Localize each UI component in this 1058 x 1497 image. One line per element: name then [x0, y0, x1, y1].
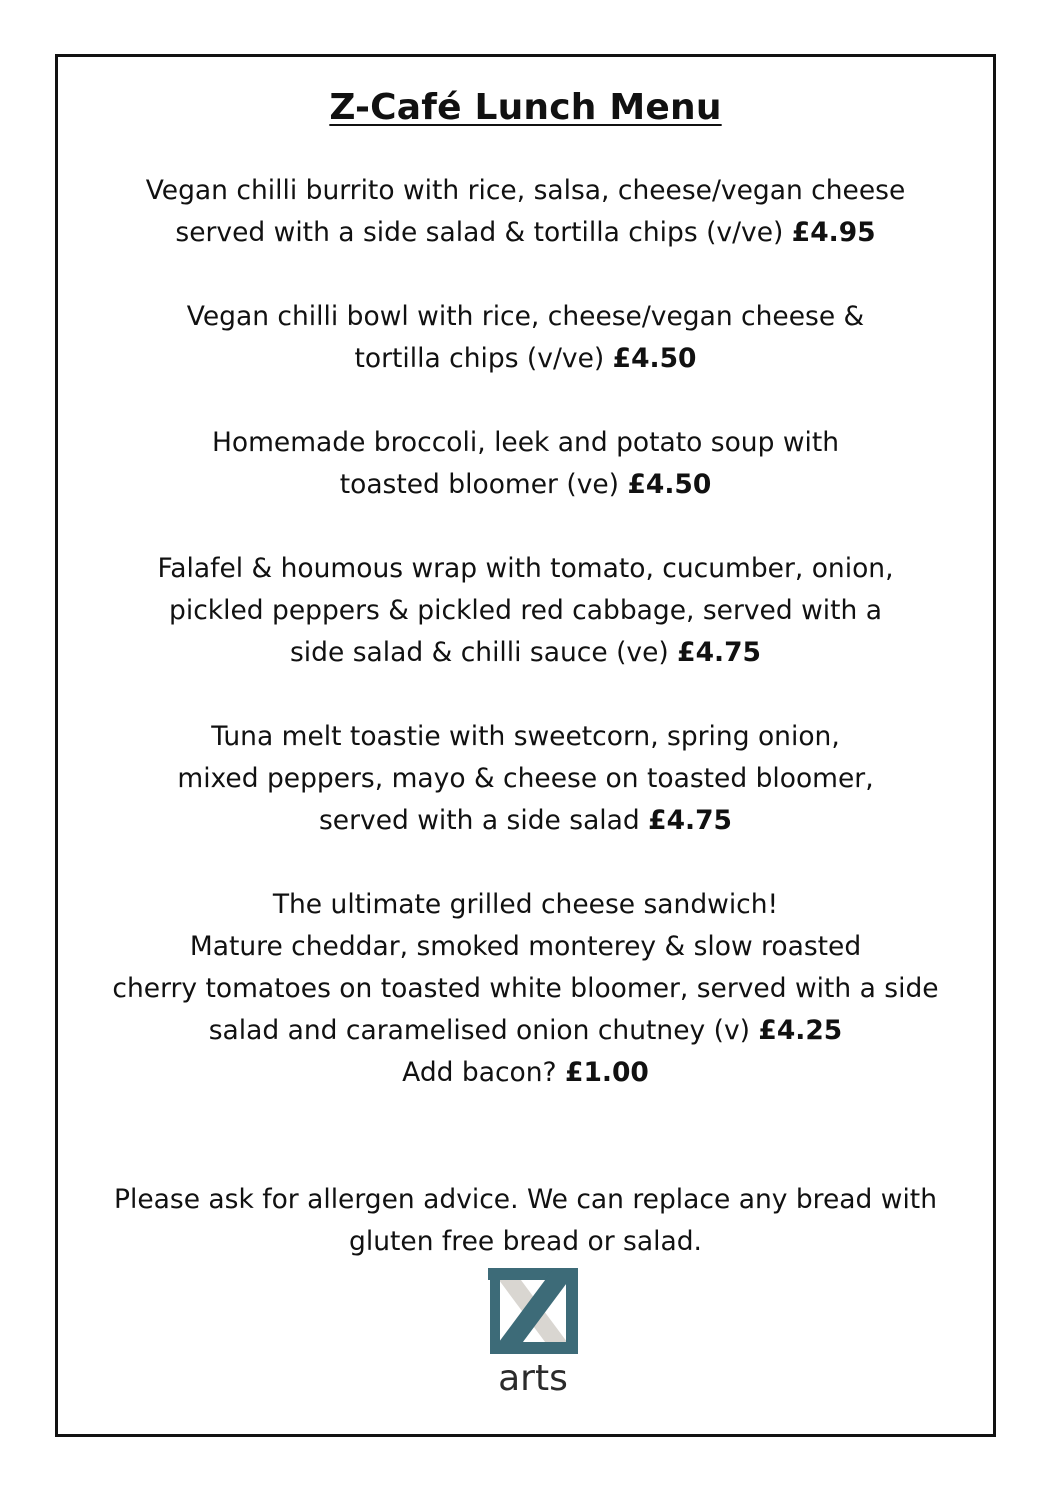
- item-line: The ultimate grilled cheese sandwich!: [272, 889, 779, 920]
- item-line: Vegan chilli burrito with rice, salsa, cheese/vegan cheese: [145, 175, 906, 206]
- allergen-line: Please ask for allergen advice. We can replace any bread with: [114, 1184, 937, 1215]
- logo-text: arts: [498, 1358, 568, 1397]
- item-line-with-price: [58, 338, 993, 380]
- item-line-with-price: [58, 212, 993, 254]
- menu-item-soup: [58, 422, 993, 506]
- item-line-with-price: [58, 464, 993, 506]
- menu-item-grilled-cheese: [58, 884, 993, 1094]
- menu-title: Z-Café Lunch Menu: [329, 87, 722, 128]
- item-price: £4.25: [758, 1015, 843, 1046]
- item-line: side salad & chilli sauce (ve): [290, 637, 678, 668]
- item-line: tortilla chips (v/ve): [354, 343, 613, 374]
- menu-item-tuna-melt: [58, 716, 993, 842]
- item-line: Falafel & houmous wrap with tomato, cucumber, onion,: [157, 553, 894, 584]
- menu-items: [58, 170, 993, 1136]
- item-line: pickled peppers & pickled red cabbage, served with a: [169, 595, 882, 626]
- item-line: served with a side salad & tortilla chips (v/ve): [175, 217, 792, 248]
- item-line-with-price: [58, 632, 993, 674]
- menu-item-falafel-wrap: [58, 548, 993, 674]
- addon-label: Add bacon?: [402, 1057, 566, 1088]
- logo-teal-right: [566, 1268, 578, 1354]
- addon-line: [58, 1052, 993, 1094]
- item-line: cherry tomatoes on toasted white bloomer, served with a side: [112, 973, 939, 1004]
- item-price: £4.50: [612, 343, 697, 374]
- item-price: £4.75: [677, 637, 761, 668]
- addon-price: £1.00: [565, 1057, 649, 1088]
- item-line-with-price: [58, 800, 993, 842]
- logo-teal-bottom: [490, 1342, 578, 1354]
- menu-border: [55, 54, 996, 1437]
- allergen-line: gluten free bread or salad.: [349, 1226, 702, 1257]
- item-price: £4.95: [791, 217, 876, 248]
- item-price: £4.50: [627, 469, 712, 500]
- z-arts-logo: [478, 1262, 588, 1397]
- item-line: Vegan chilli bowl with rice, cheese/vegan cheese &: [186, 301, 865, 332]
- item-line: served with a side salad: [319, 805, 649, 836]
- item-line: mixed peppers, mayo & cheese on toasted bloomer,: [177, 763, 874, 794]
- menu-item-burrito: [58, 170, 993, 254]
- item-line: salad and caramelised onion chutney (v): [208, 1015, 759, 1046]
- item-line: Homemade broccoli, leek and potato soup with: [211, 427, 840, 458]
- allergen-note: [58, 1179, 993, 1263]
- menu-item-chilli-bowl: [58, 296, 993, 380]
- item-line-with-price: [58, 1010, 993, 1052]
- item-line: Tuna melt toastie with sweetcorn, spring onion,: [211, 721, 840, 752]
- item-line: toasted bloomer (ve): [339, 469, 628, 500]
- item-line: Mature cheddar, smoked monterey & slow roasted: [189, 931, 862, 962]
- item-price: £4.75: [648, 805, 732, 836]
- logo-teal-left: [490, 1268, 500, 1354]
